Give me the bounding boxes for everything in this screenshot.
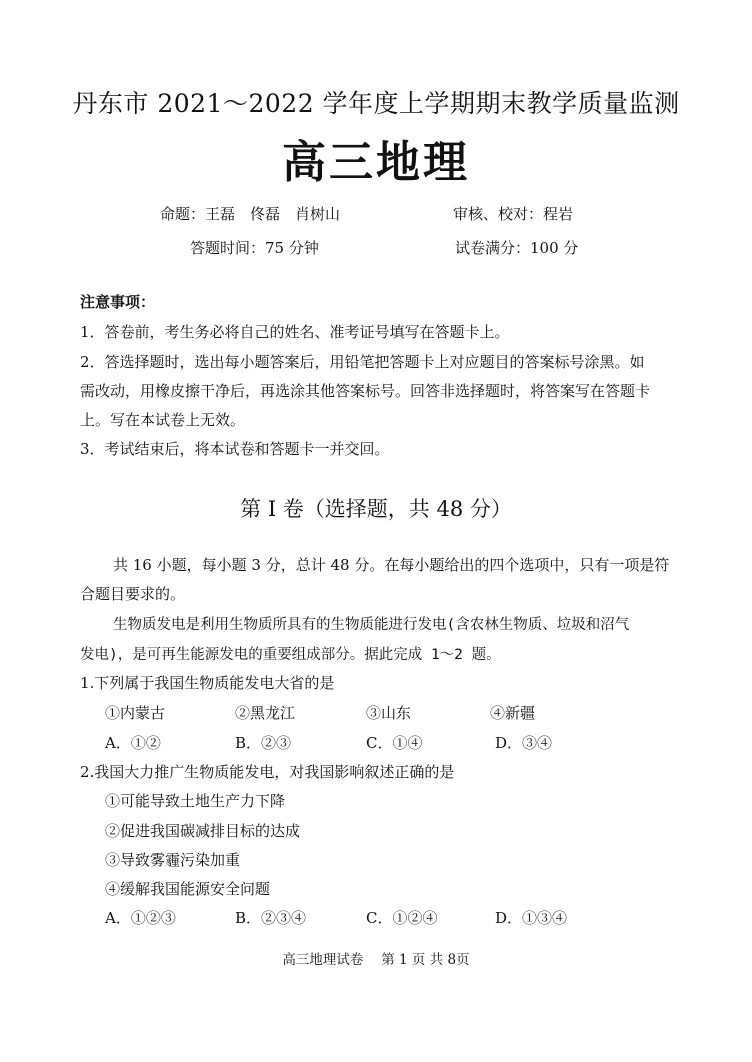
question-stem: 2.我国大力推广生物质能发电，对我国影响叙述正确的是 (80, 763, 455, 781)
exam-time: 答题时间：75 分钟 (190, 239, 319, 257)
answer-option: A．①②③ (105, 909, 176, 927)
section-title: 第 I 卷（选择题，共 48 分） (240, 497, 512, 521)
material-text: 生物质发电是利用生物质所具有的生物质能进行发电(含农林生物质、垃圾和沼气 (113, 617, 630, 633)
answer-option: D．①③④ (495, 909, 568, 927)
answer-option: C．①④ (366, 734, 423, 752)
answer-option: A．①② (105, 734, 161, 752)
answer-option: B．②③④ (235, 909, 307, 927)
material-text: 发电)，是可再生能源发电的重要组成部分。据此完成 1～2 题。 (80, 647, 501, 663)
answer-option: C．①②④ (366, 909, 438, 927)
full-score: 试卷满分：100 分 (455, 239, 579, 257)
question-item: ①内蒙古 (105, 704, 166, 722)
question-item: ③导致雾霾污染加重 (105, 851, 241, 869)
question-item: ③山东 (366, 704, 412, 722)
notice-line: 需改动，用橡皮擦干净后，再选涂其他答案标号。回答非选择题时，将答案写在答题卡 (80, 382, 651, 400)
section-instruction: 合题目要求的。 (80, 585, 186, 603)
notice-title: 注意事项： (80, 293, 156, 311)
section-instruction: 共 16 小题，每小题 3 分，总计 48 分。在每小题给出的四个选项中，只有一项是符 (113, 556, 670, 574)
question-item: ①可能导致土地生产力下降 (105, 792, 286, 810)
exam-title: 丹东市 2021～2022 学年度上学期期末教学质量监测 (72, 89, 680, 118)
question-item: ④缓解我国能源安全问题 (105, 880, 271, 898)
reviewers: 审核、校对：程岩 (453, 205, 574, 223)
subject-title: 高三地理 (282, 137, 470, 188)
notice-line: 1．答卷前，考生务必将自己的姓名、准考证号填写在答题卡上。 (80, 323, 510, 341)
notice-line: 3．考试结束后，将本试卷和答题卡一并交回。 (80, 440, 390, 458)
page-footer: 高三地理试卷 第 1 页 共 8页 (282, 952, 470, 968)
question-item: ②黑龙江 (235, 704, 296, 722)
answer-option: B．②③ (235, 734, 292, 752)
question-stem: 1.下列属于我国生物质能发电大省的是 (80, 674, 335, 692)
notice-line: 2．答选择题时，选出每小题答案后，用铅笔把答题卡上对应题目的答案标号涂黑。如 (80, 353, 645, 371)
question-item: ④新疆 (490, 704, 536, 722)
authors: 命题：王磊 佟磊 肖树山 (160, 205, 341, 223)
question-item: ②促进我国碳减排目标的达成 (105, 822, 301, 840)
answer-option: D．③④ (495, 734, 553, 752)
notice-line: 上。写在本试卷上无效。 (80, 411, 246, 429)
